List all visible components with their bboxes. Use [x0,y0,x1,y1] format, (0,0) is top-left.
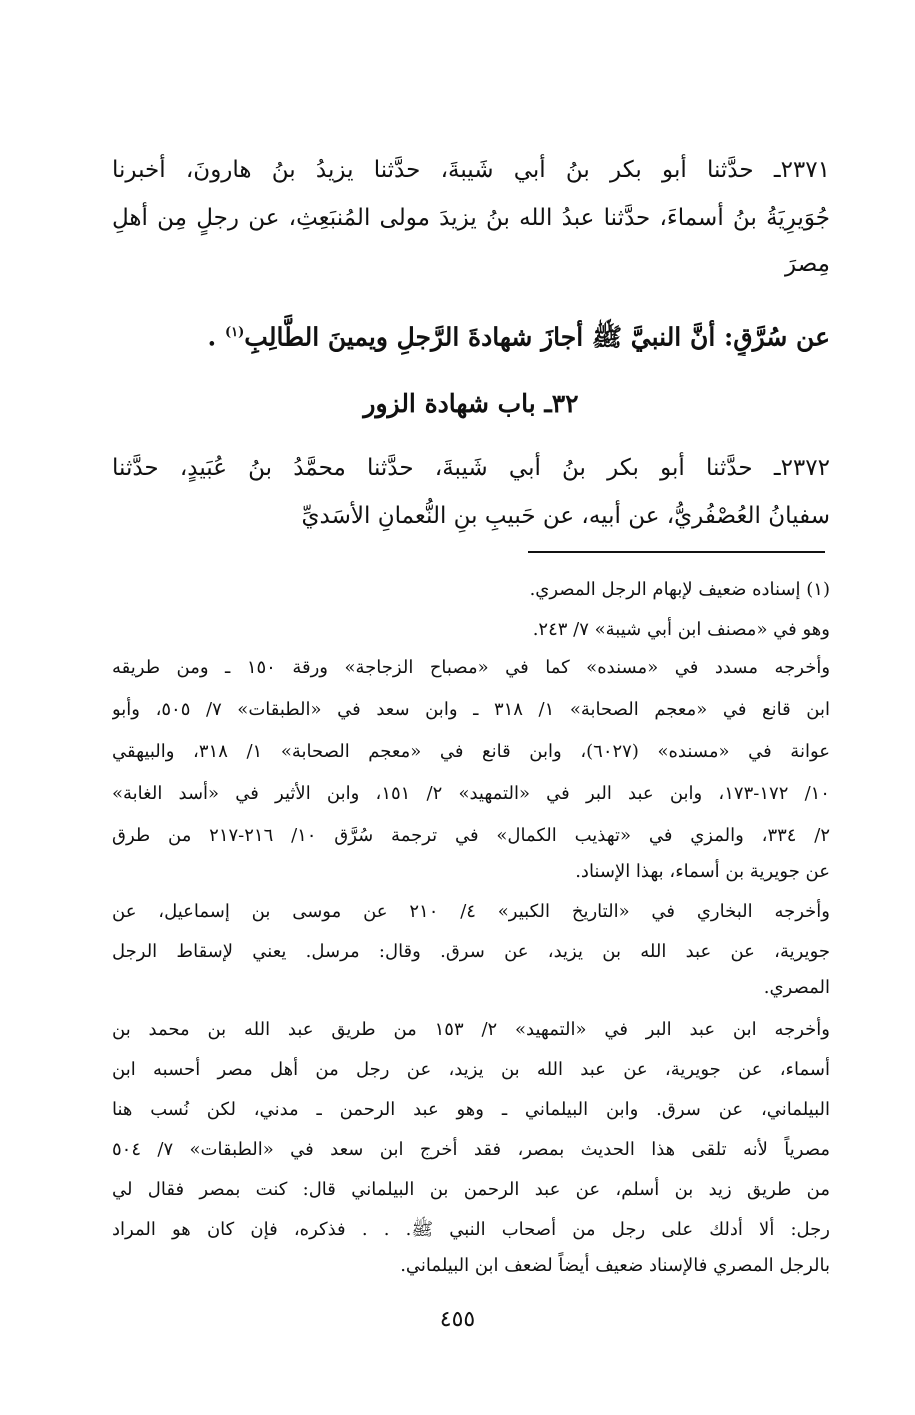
footnote-p2-line: جويرية، عن عبد الله بن يزيد، عن سرق. وقال: مرسل. يعني لإسقاط الرجل [112,941,830,962]
footnote-p1-line: وأخرجه مسدد في «مسنده» كما في «مصباح الزجاجة» ورقة ١٥٠ ـ ومن طريقه [112,657,830,678]
footnote-p3-line: البيلماني، عن سرق. وابن البيلماني ـ وهو عبد الرحمن ـ مدني، لكن نُسب هنا [112,1099,830,1120]
footnote-p2-line: وأخرجه البخاري في «التاريخ الكبير» ٤/ ٢١٠ عن موسى بن إسماعيل، عن [112,901,830,922]
hadith-2371-line-2: جُوَيرِيَةُ بنُ أسماءَ، حدَّثنا عبدُ الله بنُ يزيدَ مولى المُنبَعِثِ، عن رجلٍ مِن أهلِ [112,205,830,231]
hadith-2372-line-2: سفيانُ العُصْفُريُّ، عن أبيه، عن حَبيبِ بنِ النُّعمانِ الأسَديِّ [301,503,830,529]
hadith-2371-line-3: مِصرَ [785,251,830,277]
matn-text: عن سُرَّقٍ: أنَّ النبيَّ ﷺ أجازَ شهادةَ الرَّجلِ ويمينَ الطَّالِبِ [244,322,830,352]
footnote-p1-line: ٢/ ٣٣٤، والمزي في «تهذيب الكمال» في ترجمة سُرَّق ١٠/ ٢١٦-٢١٧ من طرق [112,825,830,846]
footnote-p3-line: من طريق زيد بن أسلم، عن عبد الرحمن بن البيلماني قال: كنت بمصر فقال لي [112,1179,830,1200]
footnote-p1-line: عوانة في «مسنده» (٦٠٢٧)، وابن قانع في «معجم الصحابة» ١/ ٣١٨، والبيهقي [112,741,830,762]
footnote-separator [528,551,825,553]
page-number: ٤٥٥ [439,1307,476,1332]
hadith-2371-line-1: ٢٣٧١ـ حدَّثنا أبو بكر بنُ أبي شَيبةَ، حدَّثنا يزيدُ بنُ هارونَ، أخبرنا [112,157,830,183]
footnote-p3-line: وأخرجه ابن عبد البر في «التمهيد» ٢/ ١٥٣ من طريق عبد الله بن محمد بن [112,1019,830,1040]
footnote-2: وهو في «مصنف ابن أبي شيبة» ٧/ ٢٤٣. [532,619,830,640]
matn-end: . [207,322,217,352]
footnote-p1-line: ١٠/ ١٧٢-١٧٣، وابن عبد البر في «التمهيد» ٢/ ١٥١، وابن الأثير في «أسد الغابة» [112,783,830,804]
footnote-p1-line: عن جويرية بن أسماء، بهذا الإسناد. [575,861,830,882]
footnote-marker: (١) [224,325,245,340]
footnote-p3-line: بالرجل المصري فالإسناد ضعيف أيضاً لضعف ابن البيلماني. [400,1255,830,1276]
footnote-p2-line: المصري. [763,977,830,998]
footnote-p3-line: أسماء، عن جويرية، عن عبد الله بن يزيد، عن رجل من أهل مصر أحسبه ابن [112,1059,830,1080]
footnote-p3-line: مصرياً لأنه تلقى هذا الحديث بمصر، فقد أخرج ابن سعد في «الطبقات» ٧/ ٥٠٤ [112,1139,830,1160]
footnote-1: (١) إسناده ضعيف لإبهام الرجل المصري. [529,579,830,600]
section-title: ٣٢ـ باب شهادة الزور [363,389,579,418]
footnote-p3-line: رجل: ألا أدلك على رجل من أصحاب النبي ﷺ. . . فذكره، فإن كان هو المراد [112,1219,830,1240]
hadith-2371-matn [112,310,830,356]
hadith-2372-line-1: ٢٣٧٢ـ حدَّثنا أبو بكر بنُ أبي شَيبةَ، حدَّثنا محمَّدُ بنُ عُبَيدٍ، حدَّثنا [112,455,830,481]
footnote-p1-line: ابن قانع في «معجم الصحابة» ١/ ٣١٨ ـ وابن سعد في «الطبقات» ٧/ ٥٠٥، وأبو [112,699,830,720]
